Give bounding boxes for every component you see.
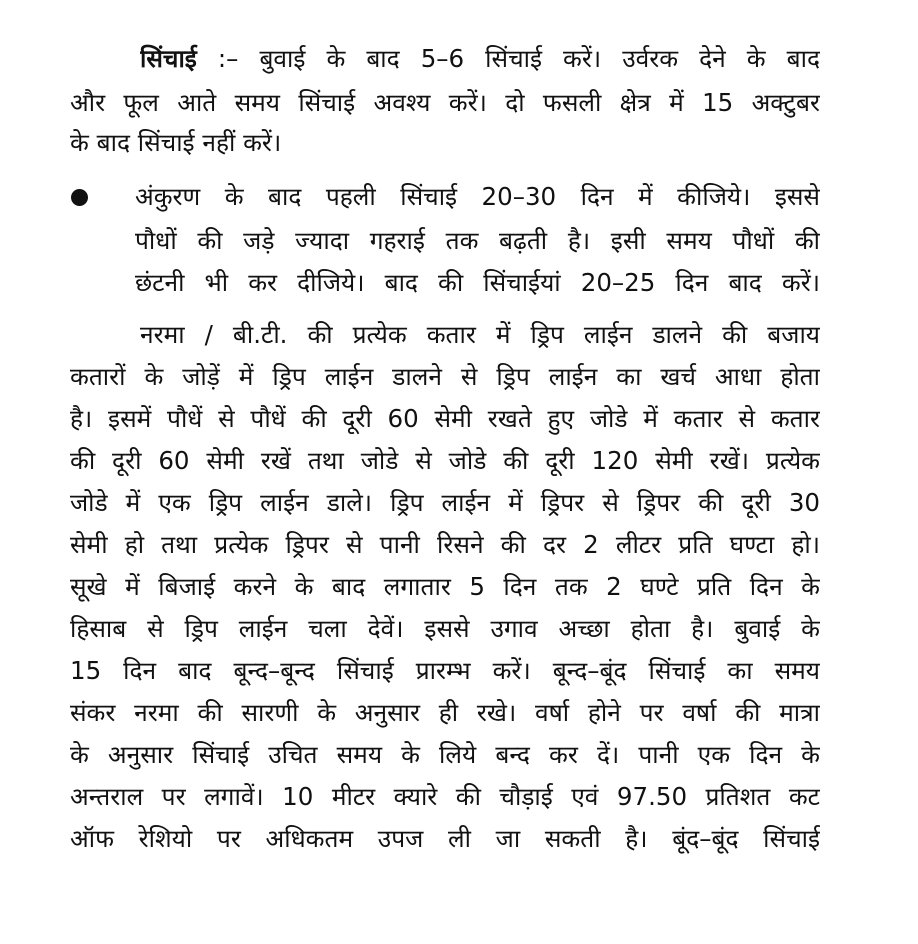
para2-line: हिसाब से ड्रिप लाईन चला देवें। इससे उगाव अच्छा होता है। बुवाई के [70, 614, 820, 643]
para2-line: ऑफ रेशियो पर अधिकतम उपज ली जा सकती है। बूंद–बूंद सिंचाई [70, 824, 820, 853]
para2-line: 15 दिन बाद बून्द–बून्द सिंचाई प्रारम्भ करें। बून्द–बूंद सिंचाई का समय [70, 656, 820, 685]
para2-line: संकर नरमा की सारणी के अनुसार ही रखे। वर्षा होने पर वर्षा की मात्रा [70, 698, 820, 727]
para2-line: की दूरी 60 सेमी रखें तथा जोडे से जोडे की दूरी 120 सेमी रखें। प्रत्येक [70, 446, 820, 475]
para1-line2: और फूल आते समय सिंचाई अवश्य करें। दो फसली क्षेत्र में 15 अक्टुबर [70, 88, 820, 117]
para1-line3: के बाद सिंचाई नहीं करें। [70, 128, 282, 157]
para2-line: सेमी हो तथा प्रत्येक ड्रिपर से पानी रिसने की दर 2 लीटर प्रति घण्टा हो। [70, 530, 820, 559]
bullet-line2: पौधों की जड़े ज्यादा गहराई तक बढ़ती है। इसी समय पौधों की [135, 226, 820, 255]
para1-heading: सिंचाई [140, 44, 197, 73]
bullet-line1: अंकुरण के बाद पहली सिंचाई 20–30 दिन में कीजिये। इससे [135, 182, 820, 211]
para2-line: सूखे में बिजाई करने के बाद लगातार 5 दिन तक 2 घण्टे प्रति दिन के [70, 572, 820, 601]
para2-line: कतारों के जोड़ें में ड्रिप लाईन डालने से ड्रिप लाईन का खर्च आधा होता [70, 362, 820, 391]
para2-line: नरमा / बी.टी. की प्रत्येक कतार में ड्रिप लाईन डालने की बजाय [140, 320, 820, 349]
para2-line: के अनुसार सिंचाई उचित समय के लिये बन्द कर दें। पानी एक दिन के [70, 740, 820, 769]
para1-line1-text: बुवाई के बाद 5–6 सिंचाई करें। उर्वरक देने के बाद [259, 44, 820, 73]
para2-line: है। इसमें पौधें से पौधें की दूरी 60 सेमी रखते हुए जोडे में कतार से कतार [70, 404, 820, 433]
bullet-line3: छंटनी भी कर दीजिये। बाद की सिंचाईयां 20–25 दिन बाद करें। [135, 268, 820, 297]
bullet-icon [71, 189, 88, 206]
para2-line: अन्तराल पर लगावें। 10 मीटर क्यारे की चौड़ाई एवं 97.50 प्रतिशत कट [70, 782, 820, 811]
para1-heading-separator: :– [196, 44, 260, 73]
para2-line: जोडे में एक ड्रिप लाईन डाले। ड्रिप लाईन में ड्रिपर से ड्रिपर की दूरी 30 [70, 488, 820, 517]
para1-line1 [140, 37, 820, 81]
